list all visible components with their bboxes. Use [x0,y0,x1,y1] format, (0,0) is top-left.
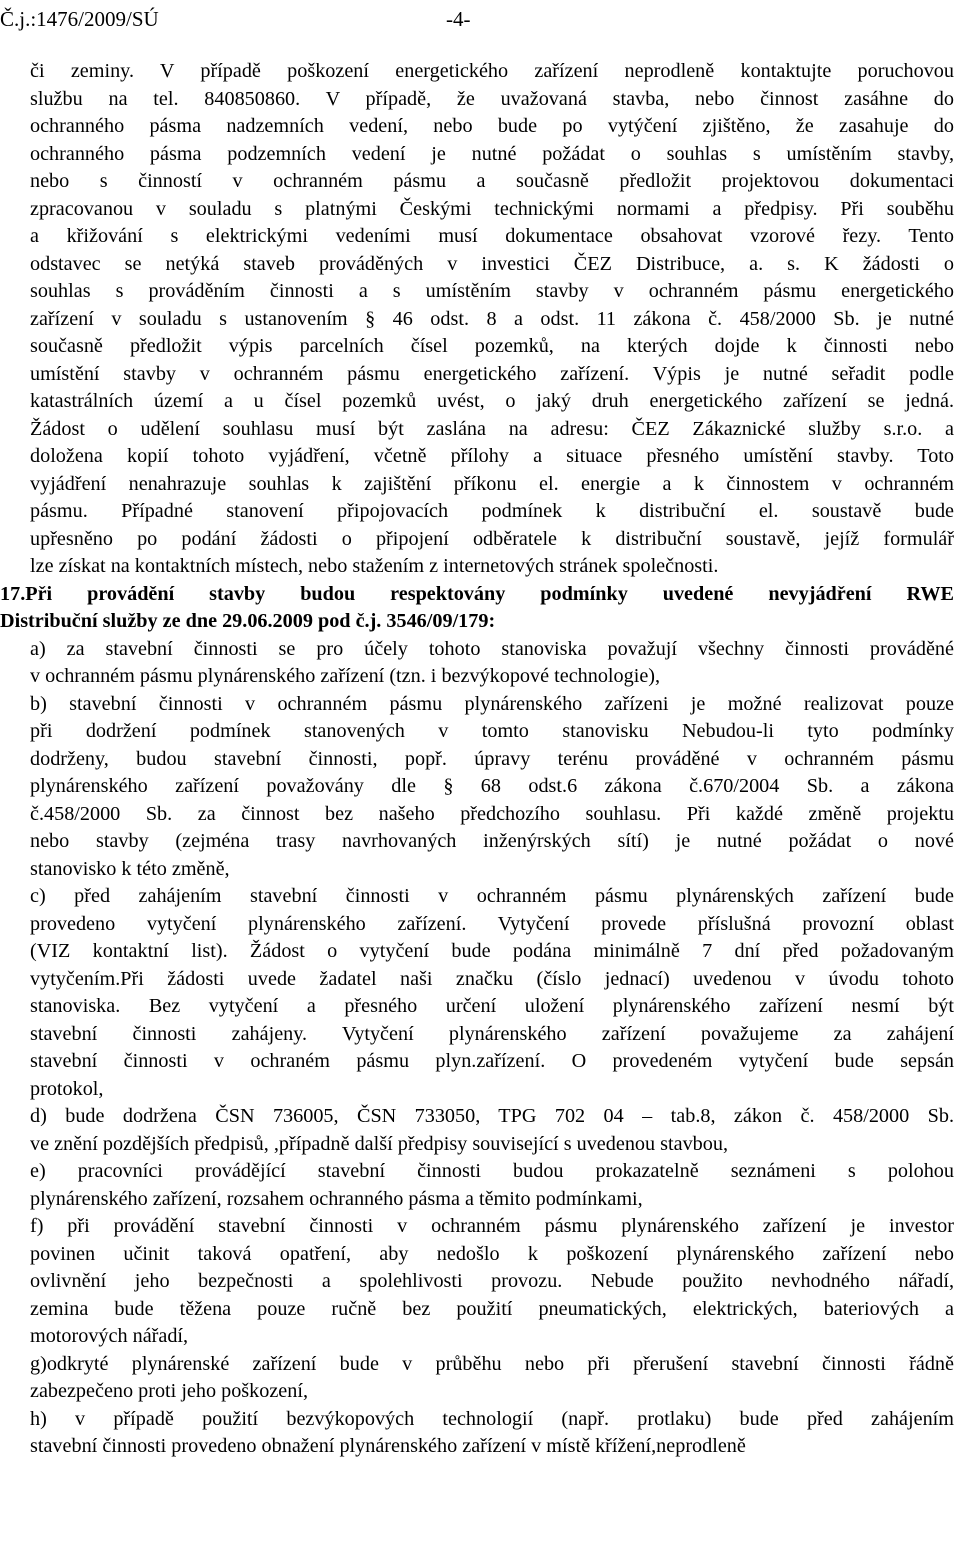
text-line: e) pracovníci provádějící stavební činnosti budou prokazatelně seznámeni s polohou [30,1160,954,1182]
text-line: při dodržení podmínek stanovených v tomto stanovisku Nebudou-li tyto podmínky [30,720,954,742]
document-body [0,58,954,1461]
text-line: stavební činnosti zahájeny. Vytyčení plynárenského zařízení považujeme za zahájení [30,1022,954,1045]
text-line: upřesněno po podání žádosti o připojení odběratele k distribuční soustavě, jejíž formulář [30,527,954,550]
text-line: odstavec se netýká staveb prováděných v investici ČEZ Distribuce, a. s. K žádosti o [30,252,954,275]
text-line: provedeno vytyčení plynárenského zařízení. Vytyčení provede příslušná provozní oblast [30,912,954,935]
text-line: v ochranném pásmu plynárenského zařízení (tzn. i bezvýkopové technologie), [30,665,661,687]
section-heading-line: 17.Při provádění stavby budou respektovány podmínky uvedené nevyjádření RWE [0,582,954,605]
text-line: ochranného pásma nadzemních vedení, nebo bude po vytýčení zjištěno, že zasahuje do [30,115,954,137]
text-line: f) při provádění stavební činnosti v ochranném pásmu plynárenského zařízení je investor [30,1215,954,1237]
text-line: protokol, [30,1077,104,1100]
text-line: katastrálních území a u čísel pozemků uvést, o jaký druh energetického zařízení se jedná. [30,390,954,412]
text-line: stanoviska. Bez vytyčení a přesného určení uložení plynárenského zařízení nesmí být [30,995,954,1017]
text-line: zpracovanou v souladu s platnými Českými technickými normami a předpisy. Při souběhu [30,197,954,220]
text-line: motorových nářadí, [30,1325,189,1347]
text-line: d) bude dodržena ČSN 736005, ČSN 733050, TPG 702 04 – tab.8, zákon č. 458/2000 Sb. [30,1105,954,1127]
text-line: lze získat na kontaktních místech, nebo stažením z internetových stránek společnosti. [30,555,719,577]
text-line: stavební činnosti v ochraném pásmu plyn.zařízení. O provedeném vytyčení bude sepsán [30,1050,954,1072]
text-line: a) za stavební činnosti se pro účely tohoto stanoviska považují všechny činnosti prováděné [30,637,954,660]
text-line: ochranného pásma podzemních vedení je nutné požádat o souhlas s umístěním stavby, [30,142,954,165]
page-number: -4- [446,7,471,31]
text-line: b) stavební činnosti v ochranném pásmu plynárenského zařízeni je možné realizovat pouze [30,692,954,715]
text-line: souhlas s prováděním činnosti a s umístěním stavby v ochranném pásmu energetického [30,280,954,302]
text-line: h) v případě použití bezvýkopových technologií (např. protlaku) bude před zahájením [30,1407,954,1430]
text-line: nebo s činností v ochranném pásmu a současně předložit projektovou dokumentaci [30,170,954,192]
text-line: (VIZ kontaktní list). Žádost o vytyčení bude podána minimálně 7 dní před požadovaným [30,940,954,962]
text-line: Žádost o udělení souhlasu musí být zaslána na adresu: ČEZ Zákaznické služby s.r.o. a [30,417,954,440]
text-line: zabezpečeno proti jeho poškození, [30,1380,309,1402]
text-line: č.458/2000 Sb. za činnost bez našeho předchozího souhlasu. Při každé změně projektu [30,802,954,825]
text-line: či zeminy. V případě poškození energetického zařízení neprodleně kontaktujte poruchovou [30,60,954,82]
text-line: zařízení v souladu s ustanovením § 46 odst. 8 a odst. 11 zákona č. 458/2000 Sb. je nutné [30,307,954,330]
text-line: a křižování s elektrickými vedeními musí dokumentace obsahovat vzorové řezy. Tento [30,225,954,247]
text-line: zemina bude těžena pouze ručně bez použití pneumatických, elektrických, bateriových a [30,1297,954,1320]
text-line: nebo stavby (zejména trasy navrhovaných inženýrských sítí) je nutné požádat o nové [30,830,954,852]
text-line: ve znění pozdějších předpisů, ,případně další předpisy související s uvedenou stavbou, [30,1132,728,1155]
text-line: c) před zahájením stavební činnosti v ochranném pásmu plynárenských zařízení bude [30,885,954,907]
text-line: dodrženy, budou stavební činnosti, popř. úpravy terénu prováděné v ochranném pásmu [30,747,954,770]
text-line: pásmu. Případné stanovení připojovacích podmínek k distribuční el. soustavě bude [30,500,954,522]
document-reference-number: Č.j.:1476/2009/SÚ [0,7,159,31]
text-line: současně předložit výpis parcelních čísel pozemků, na kterých dojde k činnosti nebo [30,335,954,357]
text-line: službu na tel. 840850860. V případě, že uvažovaná stavba, nebo činnost zasáhne do [30,87,954,110]
text-line: vyjádření nenahrazuje souhlas k zajištění příkonu el. energie a k činnostem v ochranném [30,472,954,495]
text-line: plynárenského zařízení, rozsahem ochranného pásma a těmito podmínkami, [30,1187,643,1210]
text-line: vytyčením.Při žádosti uvede žadatel naši značku (číslo jednací) uvedenou v úvodu tohoto [30,967,954,990]
text-line: g)odkryté plynárenské zařízení bude v průběhu nebo při přerušení stavební činnosti řádně [30,1352,954,1375]
text-line: stanovisko k této změně, [30,857,230,880]
text-line: doložena kopií tohoto vyjádření, včetně přílohy a situace přesného umístění stavby. Toto [30,445,954,467]
section-heading-line: Distribuční služby ze dne 29.06.2009 pod č.j. 3546/09/179: [0,610,496,632]
text-line: povinen učinit taková opatření, aby nedošlo k poškození plynárenského zařízení nebo [30,1242,954,1265]
text-line: plynárenského zařízení považovány dle § 68 odst.6 zákona č.670/2004 Sb. a zákona [30,775,954,797]
text-line: stavební činnosti provedeno obnažení plynárenského zařízení v místě křížení,neprodleně [30,1435,746,1457]
text-line: umístění stavby v ochranném pásmu energetického zařízení. Výpis je nutné seřadit podle [30,362,954,385]
text-line: ovlivnění jeho bezpečnosti a spolehlivosti provozu. Nebude použito nevhodného nářadí, [30,1270,954,1292]
